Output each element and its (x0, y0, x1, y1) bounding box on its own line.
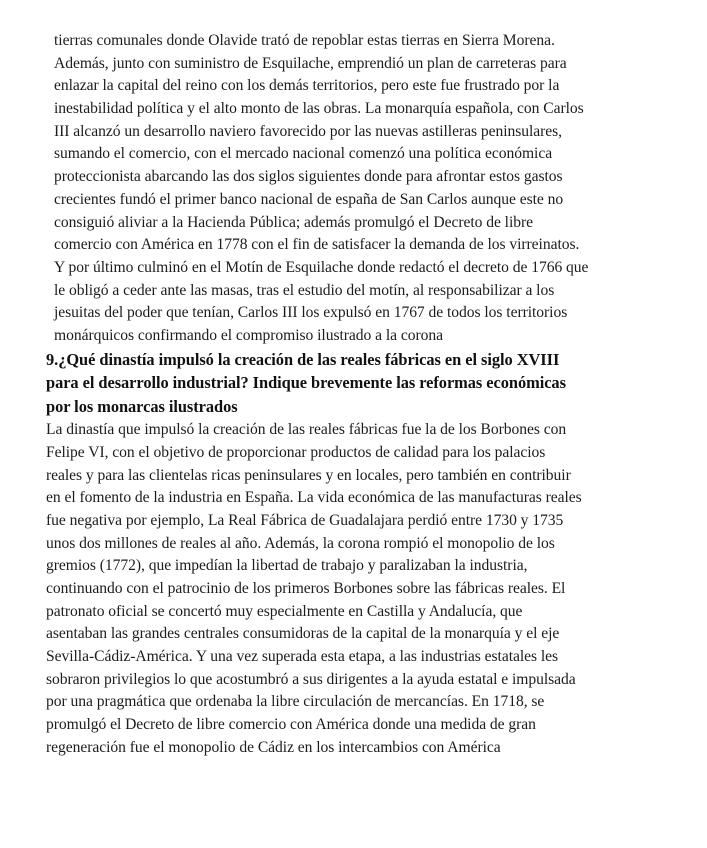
text-line: Y por último culminó en el Motín de Esquilache donde redactó el decreto de 1766 que (54, 258, 589, 276)
text-line: monárquicos confirmando el compromiso ilustrado a la corona (54, 326, 443, 344)
text-line: consiguió aliviar a la Hacienda Pública; además promulgó el Decreto de libre (54, 213, 533, 231)
text-line: unos dos millones de reales al año. Además, la corona rompió el monopolio de los (46, 534, 555, 552)
text-line: asentaban las grandes centrales consumidoras de la capital de la monarquía y el eje (46, 625, 560, 643)
text-line: Sevilla-Cádiz-América. Y una vez superada esta etapa, a las industrias estatales les (46, 648, 559, 665)
text-line: patronato oficial se concertó muy especialmente en Castilla y Andalucía, que (46, 602, 523, 620)
text-line: promulgó el Decreto de libre comercio con América donde una medida de gran (46, 716, 536, 734)
question-line: para el desarrollo industrial? Indique brevemente las reformas económicas (46, 373, 566, 393)
text-line: por una pragmática que ordenaba la libre circulación de mercancías. En 1718, se (46, 693, 545, 711)
text-line: La dinastía que impulsó la creación de las reales fábricas fue la de los Borbones con (46, 421, 567, 439)
paragraph-olavide-carlos-iii (54, 30, 696, 348)
answer-paragraph (46, 419, 696, 759)
text-line: III alcanzó un desarrollo naviero favorecido por las nuevas astilleras peninsulares, (54, 122, 563, 140)
text-line: fue negativa por ejemplo, La Real Fábrica de Guadalajara perdió entre 1730 y 1735 (46, 511, 564, 529)
document-page (46, 30, 696, 759)
question-9-heading (46, 348, 696, 419)
text-line: proteccionista abarcando las dos siglos siguientes donde para afrontar estos gastos (54, 168, 563, 186)
text-line: regeneración fue el monopolio de Cádiz en los intercambios con América (46, 738, 501, 756)
text-line: sobraron privilegios lo que acostumbró a sus dirigentes a la ayuda estatal e impulsada (46, 670, 576, 688)
text-line: crecientes fundó el primer banco nacional de españa de San Carlos aunque este no (54, 190, 564, 208)
text-line: Felipe VI, con el objetivo de proporcionar productos de calidad para los palacios (46, 443, 546, 461)
text-line: tierras comunales donde Olavide trató de repoblar estas tierras en Sierra Morena. (54, 32, 555, 49)
text-line: jesuitas del poder que tenían, Carlos III los expulsó en 1767 de todos los territorios (54, 304, 568, 322)
text-line: continuando con el patrocinio de los primeros Borbones sobre las fábricas reales. El (46, 579, 566, 597)
text-line: enlazar la capital del reino con los demás territorios, pero este fue frustrado por la (54, 77, 560, 95)
text-line: gremios (1772), que impedían la libertad de trabajo y paralizaban la industria, (46, 557, 528, 575)
text-line: Además, junto con suministro de Esquilache, emprendió un plan de carreteras para (54, 54, 567, 72)
text-line: comercio con América en 1778 con el fin de satisfacer la demanda de los virreinatos. (54, 236, 580, 254)
text-line: sumando el comercio, con el mercado nacional comenzó una política económica (54, 145, 553, 163)
text-line: le obligó a ceder ante las masas, tras el estudio del motín, al responsabilizar a los (54, 281, 555, 299)
question-line: por los monarcas ilustrados (46, 396, 238, 416)
text-line: reales y para las clientelas ricas peninsulares y en locales, pero también en contribuir (46, 466, 571, 484)
question-line: 9.¿Qué dinastía impulsó la creación de las reales fábricas en el siglo XVIII (46, 349, 560, 369)
text-line: en el fomento de la industria en España. La vida económica de las manufacturas reales (46, 489, 582, 507)
text-line: inestabilidad política y el alto monto de las obras. La monarquía española, con Carlos (54, 100, 584, 118)
